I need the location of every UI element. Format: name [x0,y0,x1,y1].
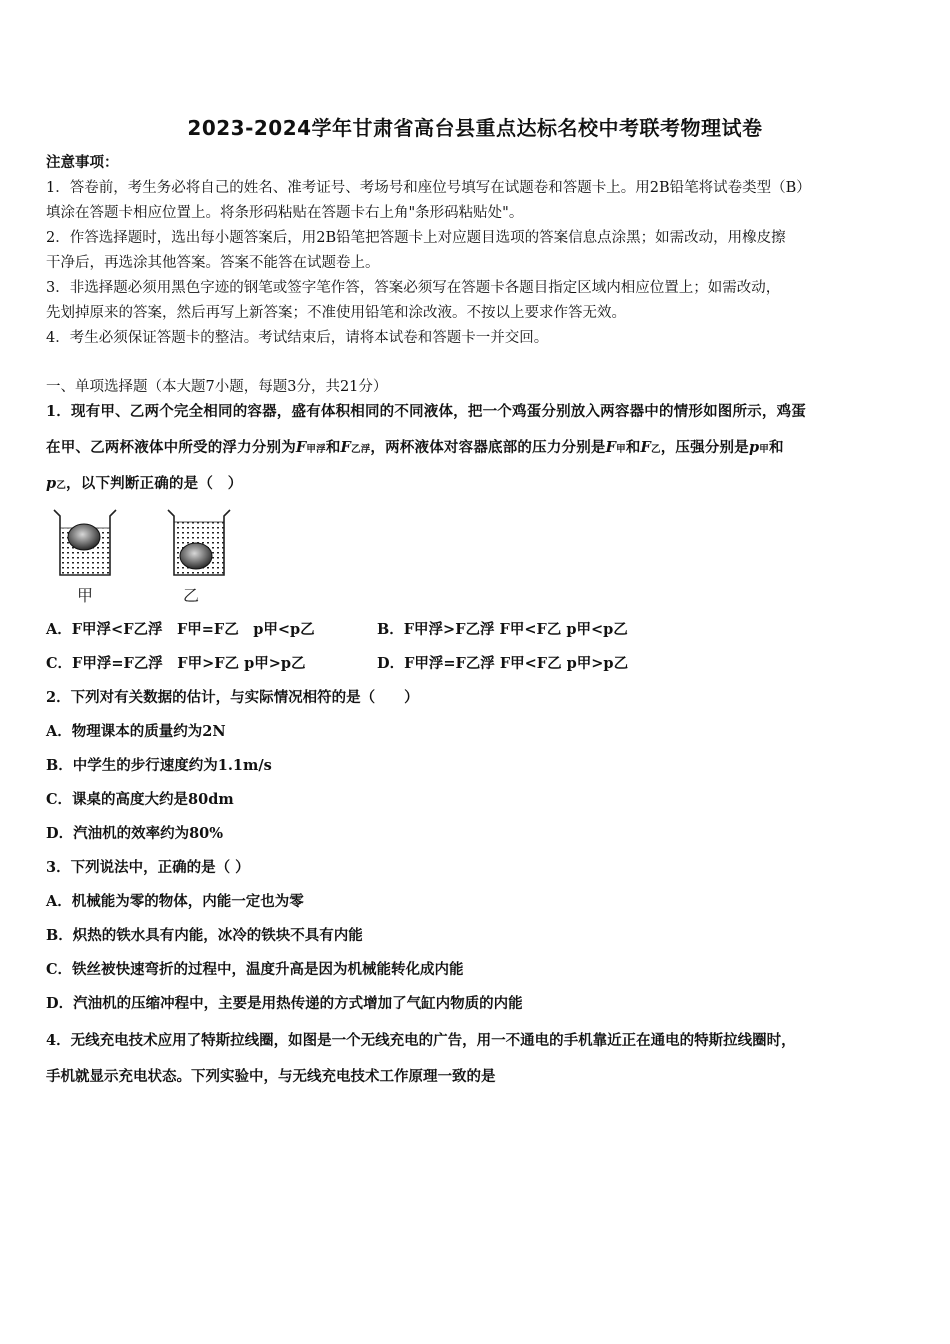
q1-stem-line2: 在甲、乙两杯液体中所受的浮力分别为F甲浮和F乙浮，两杯液体对容器底部的压力分别是F甲和F乙，压强分别是p甲和 [46,439,784,456]
notice-line: 2．作答选择题时，选出每小题答案后，用2B铅笔把答题卡上对应题目选项的答案信息点涂黑；如需改动，用橡皮擦 [46,230,786,246]
q1-option-b[interactable]: B．F甲浮>F乙浮 F甲<F乙 p甲<p乙 [377,621,628,638]
notice-line: 1．答卷前，考生务必将自己的姓名、准考证号、考场号和座位号填写在试题卷和答题卡上。用2B铅笔将试卷类型（B） [46,180,811,196]
q1-option-d[interactable]: D．F甲浮=F乙浮 F甲<F乙 p甲>p乙 [377,655,629,672]
beaker-jia [54,510,116,575]
q2-option-d[interactable]: D．汽油机的效率约为80% [46,825,224,842]
exam-title: 2023-2024学年甘肃省高台县重点达标名校中考联考物理试卷 [187,116,763,140]
q3-option-a[interactable]: A．机械能为零的物体，内能一定也为零 [46,893,304,910]
notice-line: 先划掉原来的答案，然后再写上新答案；不准使用铅笔和涂改液。不按以上要求作答无效。 [46,305,626,321]
q2-option-a[interactable]: A．物理课本的质量约为2N [46,723,226,740]
q1-stem-line3: p乙，以下判断正确的是（ ） [46,475,243,492]
q2-stem: 2．下列对有关数据的估计，与实际情况相符的是（ ） [46,689,419,706]
q4-stem-line1: 4．无线充电技术应用了特斯拉线圈，如图是一个无线充电的广告，用一不通电的手机靠近正在通电的特斯拉线圈时， [46,1032,796,1049]
q4-stem-line2: 手机就显示充电状态。下列实验中，与无线充电技术工作原理一致的是 [46,1068,496,1085]
section-heading: 一、单项选择题（本大题7小题，每题3分，共21分） [46,379,388,395]
notice-heading: 注意事项： [46,154,119,171]
fig-label-yi: 乙 [182,586,200,605]
notice-line: 4．考生必须保证答题卡的整洁。考试结束后，请将本试卷和答题卡一并交回。 [46,330,549,346]
q3-stem: 3．下列说法中，正确的是（ ） [46,859,250,876]
fig-label-jia: 甲 [76,586,94,605]
q1-option-a[interactable]: A．F甲浮<F乙浮 F甲=F乙 p甲<p乙 [46,621,315,638]
q1-stem-line1: 1．现有甲、乙两个完全相同的容器，盛有体积相同的不同液体，把一个鸡蛋分别放入两容器中的情形如图所示，鸡蛋 [46,403,806,420]
q1-beaker-figure [46,506,236,606]
notice-line: 3．非选择题必须用黑色字迹的钢笔或签字笔作答，答案必须写在答题卡各题目指定区域内相应位置上；如需改动， [46,280,781,296]
q3-option-c[interactable]: C．铁丝被快速弯折的过程中，温度升高是因为机械能转化成内能 [46,961,464,978]
beaker-yi [168,510,230,575]
notice-line: 填涂在答题卡相应位置上。将条形码粘贴在答题卡右上角"条形码粘贴处"。 [46,205,524,221]
q2-option-b[interactable]: B．中学生的步行速度约为1.1m/s [46,757,272,774]
q3-option-b[interactable]: B．炽热的铁水具有内能，冰冷的铁块不具有内能 [46,927,363,944]
q2-option-c[interactable]: C．课桌的高度大约是80dm [46,791,234,808]
notice-line: 干净后，再选涂其他答案。答案不能答在试题卷上。 [46,255,380,271]
q3-option-d[interactable]: D．汽油机的压缩冲程中，主要是用热传递的方式增加了气缸内物质的内能 [46,995,523,1012]
q1-option-c[interactable]: C．F甲浮=F乙浮 F甲>F乙 p甲>p乙 [46,655,306,672]
